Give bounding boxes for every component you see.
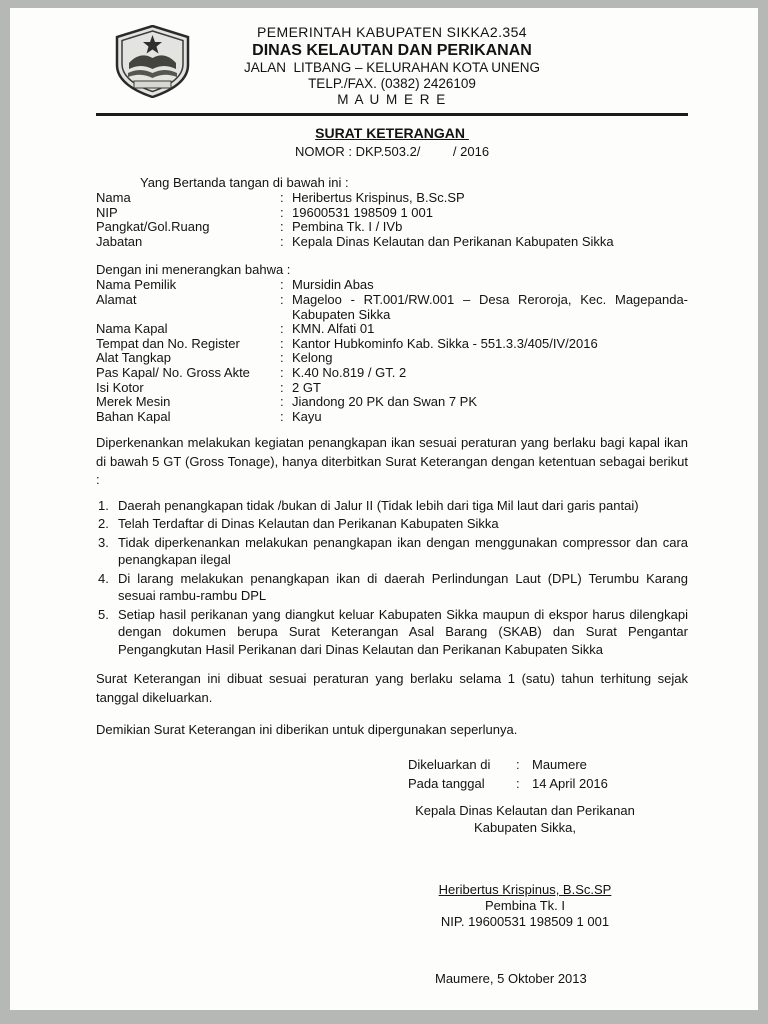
signatory-title-line2: Kabupaten Sikka, [474, 819, 576, 835]
issued-date-label: Pada tanggal [408, 775, 485, 791]
regional-emblem-icon [114, 25, 191, 98]
field-label: Nama [96, 190, 131, 205]
field-row [96, 351, 688, 366]
issued-place-label: Dikeluarkan di [408, 756, 491, 772]
field-value: 2 GT [292, 379, 321, 395]
field-colon: : [516, 756, 520, 772]
field-row [96, 395, 688, 410]
condition-text: Setiap hasil perikanan yang diangkut keluar Kabupaten Sikka maupun di ekspor harus dilengkapi dengan dokumen berupa Surat Keterangan Asal Barang (SKAB) dan Surat Pengantar Pengangkutan Hasil Perikanan dari Dinas Kelautan dan Perikanan Kabupaten Sikka [118, 606, 688, 657]
field-row [96, 235, 688, 250]
field-label: NIP [96, 204, 118, 220]
validity-paragraph: Surat Keterangan ini dibuat sesuai peraturan yang berlaku selama 1 (satu) tahun terhitung sejak tanggal dikeluarkan. [96, 671, 688, 705]
footer-date-note: Maumere, 5 Oktober 2013 [435, 971, 587, 986]
signatory-identity [390, 882, 660, 930]
opening-statement: Yang Bertanda tangan di bawah ini : [140, 175, 349, 190]
condition-item [96, 515, 688, 533]
statement-intro: Dengan ini menerangkan bahwa : [96, 262, 291, 278]
signatory-rank: Pembina Tk. I [485, 897, 565, 913]
condition-item [96, 497, 688, 515]
field-colon: : [280, 277, 284, 293]
condition-number: 5. [98, 606, 109, 622]
permission-paragraph: Diperkenankan melakukan kegiatan penangkapan ikan sesuai peraturan yang berlaku bagi kapal ikan di bawah 5 GT (Gross Tonage), hanya diterbitkan Surat Keterangan dengan ketentuan sebagai berikut : [96, 435, 688, 488]
field-label: Jabatan [96, 233, 143, 249]
field-colon: : [280, 394, 284, 410]
field-row [96, 293, 688, 322]
field-value: K.40 No.819 / GT. 2 [292, 364, 407, 380]
issuance-row [408, 755, 688, 774]
field-label: Isi Kotor [96, 379, 144, 395]
letterhead-divider [96, 113, 688, 116]
field-colon: : [516, 775, 520, 791]
field-colon: : [280, 350, 284, 366]
condition-text: Tidak diperkenankan melakukan penangkapan ikan dengan menggunakan compressor dan cara penangkapan ilegal [118, 534, 688, 568]
field-colon: : [280, 364, 284, 380]
signatory-title [396, 802, 654, 836]
letter-number: NOMOR : DKP.503.2/ / 2016 [294, 144, 490, 159]
field-row [96, 381, 688, 396]
field-colon: : [280, 291, 284, 307]
condition-number: 3. [98, 534, 109, 550]
field-colon: : [280, 379, 284, 395]
field-colon: : [280, 335, 284, 351]
signatory-name: Heribertus Krispinus, B.Sc.SP [438, 881, 612, 897]
field-row [96, 220, 688, 235]
closing-paragraph: Demikian Surat Keterangan ini diberikan untuk dipergunakan seperlunya. [96, 722, 518, 738]
field-value: KMN. Alfati 01 [292, 321, 375, 337]
field-row [96, 206, 688, 221]
issuance-block [408, 755, 688, 793]
letterhead-government-line: PEMERINTAH KABUPATEN SIKKA2.354 [257, 24, 527, 40]
field-label: Alamat [96, 291, 137, 307]
field-label: Pas Kapal/ No. Gross Akte [96, 364, 250, 380]
field-label: Bahan Kapal [96, 408, 171, 424]
field-value: Heribertus Krispinus, B.Sc.SP [292, 190, 465, 205]
letterhead-city: M A U M E R E [337, 92, 447, 107]
field-row [96, 322, 688, 337]
field-colon: : [280, 233, 284, 249]
field-label: Tempat dan No. Register [96, 335, 240, 351]
condition-number: 4. [98, 570, 109, 586]
condition-item [96, 606, 688, 659]
field-value: Mageloo - RT.001/RW.001 – Desa Reroroja, Kec. Magepanda-Kabupaten Sikka [292, 291, 688, 322]
field-value: 19600531 198509 1 001 [292, 204, 433, 220]
field-label: Pangkat/Gol.Ruang [96, 219, 210, 235]
signatory-nip: NIP. 19600531 198509 1 001 [440, 913, 610, 929]
field-colon: : [280, 219, 284, 235]
official-fields [96, 191, 688, 249]
issued-place-value: Maumere [532, 756, 587, 772]
field-colon: : [280, 190, 284, 205]
letterhead-address: JALAN LITBANG – KELURAHAN KOTA UNENG [243, 60, 541, 75]
field-value: Kantor Hubkominfo Kab. Sikka - 551.3.3/405/IV/2016 [292, 335, 598, 351]
field-value: Jiandong 20 PK dan Swan 7 PK [292, 394, 478, 410]
condition-item [96, 534, 688, 569]
letter-page [10, 8, 758, 1010]
field-row [96, 366, 688, 381]
field-row [96, 410, 688, 425]
letter-title: SURAT KETERANGAN [315, 125, 469, 141]
vessel-fields [96, 278, 688, 424]
field-value: Kelong [292, 350, 333, 366]
conditions-list [96, 497, 688, 659]
field-value: Kayu [292, 408, 322, 424]
field-row [96, 337, 688, 352]
issuance-row [408, 774, 688, 793]
letter-content [10, 8, 758, 930]
field-row [96, 278, 688, 293]
condition-text: Telah Terdaftar di Dinas Kelautan dan Perikanan Kabupaten Sikka [118, 516, 499, 532]
field-colon: : [280, 204, 284, 220]
letterhead-phone: TELP./FAX. (0382) 2426109 [308, 76, 476, 91]
letterhead-agency-name: DINAS KELAUTAN DAN PERIKANAN [252, 42, 532, 59]
issued-date-value: 14 April 2016 [532, 775, 608, 791]
field-row [96, 191, 688, 206]
field-label: Merek Mesin [96, 394, 171, 410]
field-label: Nama Pemilik [96, 277, 177, 293]
field-colon: : [280, 408, 284, 424]
condition-number: 2. [98, 516, 109, 532]
field-value: Pembina Tk. I / IVb [292, 219, 403, 235]
condition-text: Daerah penangkapan tidak /bukan di Jalur II (Tidak lebih dari tiga Mil laut dari garis pantai) [118, 497, 639, 513]
condition-item [96, 570, 688, 605]
condition-text: Di larang melakukan penangkapan ikan di daerah Perlindungan Laut (DPL) Terumbu Karang sesuai rambu-rambu DPL [118, 570, 688, 604]
field-label: Nama Kapal [96, 321, 168, 337]
signatory-title-line1: Kepala Dinas Kelautan dan Perikanan [415, 802, 635, 818]
letterhead [96, 24, 688, 108]
field-value: Mursidin Abas [292, 277, 374, 293]
field-value: Kepala Dinas Kelautan dan Perikanan Kabupaten Sikka [292, 233, 614, 249]
field-label: Alat Tangkap [96, 350, 171, 366]
condition-number: 1. [98, 497, 109, 513]
field-colon: : [280, 321, 284, 337]
